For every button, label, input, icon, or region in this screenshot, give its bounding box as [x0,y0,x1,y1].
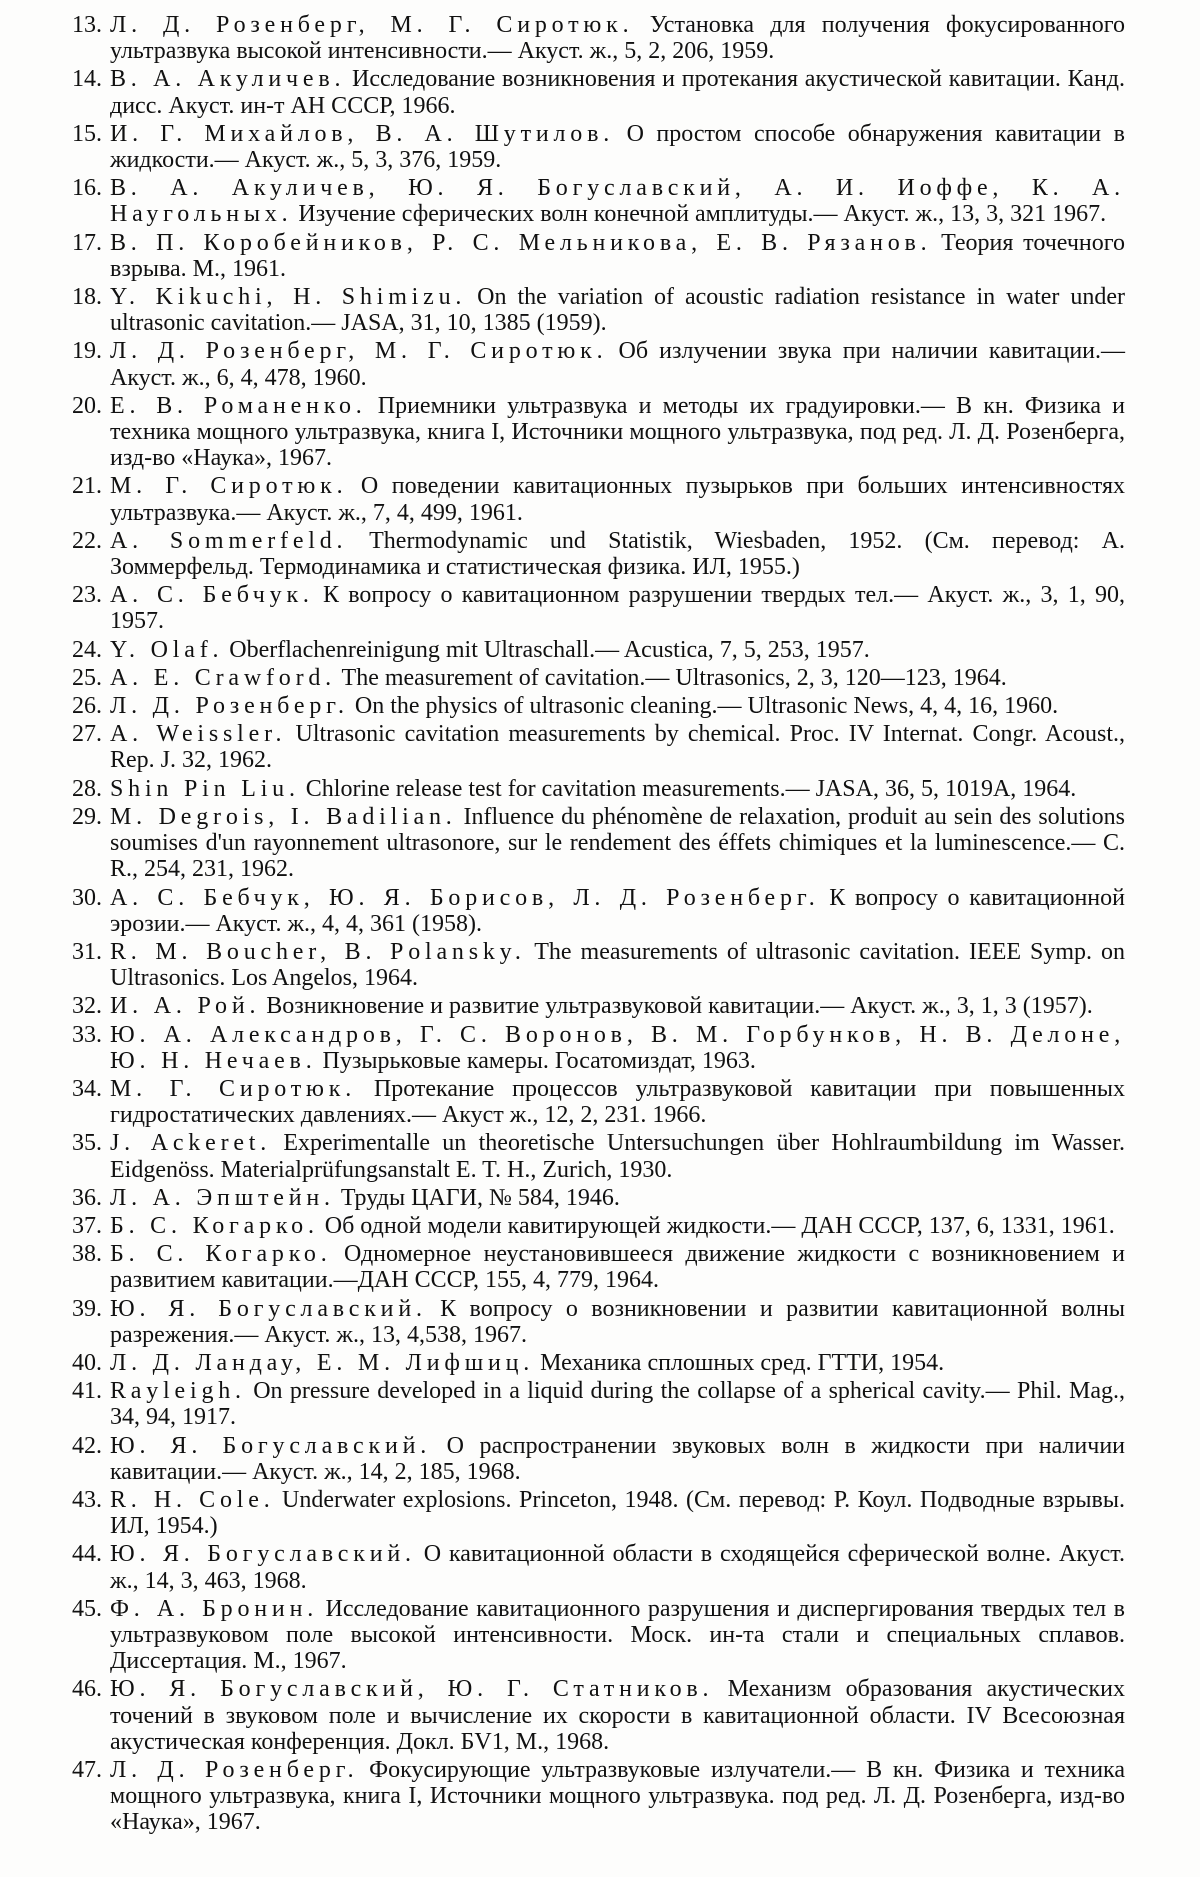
reference-body: Oberflachenreinigung mit Ultraschall.— Acustica, 7, 5, 253, 1957. [223,636,870,663]
reference-body: Протекание процессов ультразвуковой кавитации при повышенных гидростатических давлениях.— Акуст ж., 12, 2, 231. 1966. [110,1075,1126,1129]
reference-item [52,12,1125,64]
reference-item [52,1487,1125,1539]
reference-body: The measurements of ultrasonic cavitation. IEEE Symp. on Ultrasonics. Los Angelos, 1964. [110,938,1126,992]
reference-number: 18. [72,284,102,311]
reference-number: 25. [72,664,102,691]
reference-text [110,1378,1125,1430]
reference-number: 21. [72,473,102,500]
reference-item [52,1350,1125,1376]
reference-text [110,776,1125,802]
reference-body: К вопросу о возникновении и развитии кавитационной волны разрежения.— Акуст. ж., 13, 4,538, 1967. [110,1295,1125,1348]
reference-item [52,230,1125,282]
reference-body: К вопросу о кавитационной эрозии.— Акуст. ж., 4, 4, 361 (1958). [110,884,1125,937]
reference-number: 35. [72,1130,102,1157]
reference-item [52,1541,1125,1593]
reference-number: 29. [72,803,102,830]
reference-text [110,1130,1125,1182]
reference-number: 14. [72,66,102,93]
reference-item [52,393,1125,472]
reference-number: 13. [72,12,102,38]
reference-text [110,693,1125,719]
reference-body: Chlorine release test for cavitation measurements.— JASA, 36, 5, 1019A, 1964. [299,775,1077,802]
reference-item [52,665,1125,691]
reference-authors: Ю. Я. Богуславский. [110,1541,416,1568]
reference-text [110,338,1125,390]
reference-item [52,1676,1125,1755]
reference-authors: И. Г. Михайлов, В. А. Шутилов. [110,120,615,147]
reference-body: Изучение сферических волн конечной амплитуды.— Акуст. ж., 13, 3, 321 1967. [292,201,1107,228]
reference-item [52,1433,1125,1485]
reference-authors: J. Ackeret. [110,1130,272,1157]
reference-number: 26. [72,693,102,720]
reference-authors: M. Degrois, I. Badilian. [110,803,457,830]
reference-number: 24. [72,636,102,663]
reference-item [52,885,1125,937]
reference-body: Механика сплошных сред. ГТТИ, 1954. [534,1349,945,1376]
reference-authors: Rayleigh. [110,1378,246,1405]
reference-item [52,1378,1125,1430]
reference-authors: A. Sommerfeld. [110,527,348,554]
reference-body: О поведении кавитационных пузырьков при больших интенсивностях ультразвука.— Акуст. ж., 7, 4, 499, 1961. [110,473,1125,526]
reference-authors: Ю. Я. Богуславский, Ю. Г. Статников. [110,1676,714,1703]
reference-item [52,804,1125,883]
reference-text [110,1596,1125,1675]
reference-number: 47. [72,1757,102,1783]
reference-authors: A. Weissler. [110,721,287,748]
reference-authors: Л. Д. Ландау, Е. М. Лифшиц. [110,1349,535,1376]
reference-body: Приемники ультразвука и методы их градуировки.— В кн. Физика и техника мощного ультразвука, книга I, Источники мощного ультразвука, под ред. Л. Д. Розенберга, изд-во «Наука», 1967. [110,392,1126,472]
reference-body: Об излучении звука при наличии кавитации.— Акуст. ж., 6, 4, 478, 1960. [110,338,1126,391]
reference-number: 46. [72,1676,102,1703]
reference-text [110,1433,1125,1485]
reference-number: 27. [72,721,102,748]
reference-item [52,721,1125,773]
reference-authors: Л. Д. Розенберг. [110,1757,359,1783]
reference-authors: Е. В. Романенко. [110,392,367,419]
reference-authors: А. С. Бебчук. [110,582,314,609]
reference-item [52,1185,1125,1211]
reference-number: 23. [72,582,102,609]
reference-item [52,582,1125,634]
reference-list [52,12,1125,1838]
reference-body: Underwater explosions. Princeton, 1948. (См. перевод: Р. Коул. Подводные взрывы. ИЛ, 1954.) [110,1486,1125,1540]
reference-item [52,776,1125,802]
reference-authors: В. А. Акуличев, Ю. Я. Богуславский, А. И. Иоффе, К. А. Наугольных. [110,175,1125,228]
reference-authors: Ю. А. Александров, Г. С. Воронов, В. М. Горбунков, Н. В. Делоне, Ю. Н. Нечаев. [110,1021,1125,1074]
reference-authors: A. E. Crawford. [110,664,336,691]
reference-text [110,665,1125,691]
reference-item [52,175,1125,227]
reference-number: 37. [72,1212,102,1239]
reference-authors: Ю. Я. Богуславский. [110,1432,432,1459]
reference-number: 42. [72,1432,102,1459]
reference-item [52,1241,1125,1293]
reference-authors: Л. Д. Розенберг, М. Г. Сиротюк. [110,338,608,365]
reference-body: Исследование возникновения и протекания акустической кавитации. Канд. дисс. Акуст. ин-т АН СССР, 1966. [110,66,1126,119]
reference-number: 15. [72,120,102,147]
reference-body: On the variation of acoustic radiation resistance in water under ultrasonic cavitation.— JASA, 31, 10, 1385 (1959). [110,284,1125,337]
reference-text [110,885,1125,937]
reference-item [52,693,1125,719]
reference-number: 38. [72,1241,102,1268]
reference-number: 34. [72,1075,102,1102]
reference-item [52,338,1125,390]
reference-text [110,1541,1125,1593]
reference-body: О распространении звуковых волн в жидкости при наличии кавитации.— Акуст. ж., 14, 2, 185, 1968. [110,1432,1126,1485]
reference-authors: Ф. А. Бронин. [110,1595,319,1622]
reference-text [110,939,1125,991]
reference-number: 20. [72,392,102,419]
reference-text [110,993,1125,1019]
reference-item [52,939,1125,991]
reference-number: 30. [72,884,102,911]
reference-text [110,473,1125,525]
reference-item [52,1596,1125,1675]
reference-item [52,473,1125,525]
reference-authors: М. Г. Сиротюк. [110,1075,357,1102]
reference-body: Механизм образования акустических точений в звуковом поле и вычисление их скорости в кавитационной области. IV Всесоюзная акустическая конференция. Докл. БV1, М., 1968. [110,1676,1125,1755]
reference-text [110,528,1125,580]
reference-text [110,12,1125,64]
reference-body: О кавитационной области в сходящейся сферической волне. Акуст. ж., 14, 3, 463, 1968. [110,1541,1125,1594]
reference-item [52,1076,1125,1128]
reference-item [52,993,1125,1019]
reference-number: 28. [72,775,102,802]
reference-text [110,1676,1125,1755]
reference-number: 22. [72,527,102,554]
reference-authors: Б. С. Когарко. [110,1212,319,1239]
reference-number: 41. [72,1378,102,1405]
reference-body: Одномерное неустановившееся движение жидкости с возникновением и развитием кавитации.—ДАН СССР, 155, 4, 779, 1964. [110,1241,1125,1294]
reference-text [110,230,1125,282]
reference-text [110,1487,1125,1539]
reference-text [110,393,1125,472]
reference-item [52,1130,1125,1182]
reference-authors: Ю. Я. Богуславский. [110,1295,427,1322]
reference-item [52,1757,1125,1836]
reference-item [52,284,1125,336]
reference-authors: Shin Pin Liu. [110,775,300,802]
reference-authors: Б. С. Когарко. [110,1241,332,1268]
reference-text [110,175,1125,227]
reference-number: 33. [72,1021,102,1048]
reference-text [110,1241,1125,1293]
reference-authors: В. А. Акуличев. [110,66,346,93]
reference-authors: Л. Д. Розенберг. [110,693,349,720]
reference-text [110,1213,1125,1239]
reference-number: 19. [72,338,102,365]
reference-number: 45. [72,1595,102,1622]
reference-text [110,1185,1125,1211]
reference-authors: А. С. Бебчук, Ю. Я. Борисов, Л. Д. Розенберг. [110,884,820,911]
reference-authors: Y. Olaf. [110,636,224,663]
reference-text [110,121,1125,173]
reference-authors: М. Г. Сиротюк. [110,473,348,500]
reference-item [52,1022,1125,1074]
reference-text [110,1757,1125,1836]
reference-body: К вопросу о кавитационном разрушении твердых тел.— Акуст. ж., 3, 1, 90, 1957. [110,582,1126,635]
reference-body: О простом способе обнаружения кавитации в жидкости.— Акуст. ж., 5, 3, 376, 1959. [110,120,1125,174]
reference-item [52,528,1125,580]
reference-item [52,121,1125,173]
reference-number: 36. [72,1184,102,1211]
reference-authors: Л. А. Эпштейн. [110,1184,335,1211]
reference-body: The measurement of cavitation.— Ultrasonics, 2, 3, 120—123, 1964. [335,664,1007,691]
reference-number: 16. [72,175,102,202]
reference-body: Труды ЦАГИ, № 584, 1946. [334,1184,620,1211]
reference-number: 17. [72,229,102,256]
reference-body: On pressure developed in a liquid during the collapse of a spherical cavity.— Phil. Mag., 34, 94, 1917. [110,1378,1125,1431]
reference-number: 44. [72,1541,102,1568]
reference-body: Influence du phénomène de relaxation, produit au sein des solutions soumises d'un rayonnement ultrasonore, sur le rendement des éffets chimiques et la luminescence.— C. R., 254, 231, 1962. [110,803,1125,883]
reference-body: Experimentalle un theoretische Untersuchungen über Hohlraumbildung im Wasser. Eidgenöss. Materialprüfungsanstalt E. T. H., Zurich, 1930. [110,1130,1125,1183]
reference-body: Ultrasonic cavitation measurements by chemical. Proc. IV Internat. Congr. Acoust., Rep. J. 32, 1962. [110,721,1126,774]
reference-authors: R. H. Cole. [110,1486,275,1513]
reference-number: 32. [72,993,102,1020]
reference-body: Пузырьковые камеры. Госатомиздат, 1963. [316,1047,756,1074]
reference-number: 31. [72,938,102,965]
reference-item [52,1296,1125,1348]
reference-body: Теория точечного взрыва. М., 1961. [110,229,1125,282]
reference-text [110,66,1125,118]
reference-text [110,1296,1125,1348]
reference-body: On the physics of ultrasonic cleaning.— Ultrasonic News, 4, 4, 16, 1960. [348,693,1059,720]
reference-text [110,1076,1125,1128]
reference-text [110,637,1125,663]
reference-body: Возникновение и развитие ультразвуковой кавитации.— Акуст. ж., 3, 1, 3 (1957). [260,993,1093,1020]
reference-authors: Y. Kikuchi, H. Shimizu. [110,284,467,311]
reference-text [110,1022,1125,1074]
reference-number: 40. [72,1349,102,1376]
reference-authors: И. А. Рой. [110,993,261,1020]
reference-text [110,804,1125,883]
reference-body: Thermodynamic und Statistik, Wiesbaden, 1952. (См. перевод: А. Зоммерфельд. Термодинамика и статистическая физика. ИЛ, 1955.) [110,527,1125,581]
reference-body: Установка для получения фокусированного ультразвука высокой интенсивности.— Акуст. ж., 5, 2, 206, 1959. [110,12,1126,65]
reference-body: Фокусирующие ультразвуковые излучатели.— В кн. Физика и техника мощного ультразвука, книга I, Источники мощного ультразвука. под ред. Л. Д. Розенберга, изд-во «Наука», 1967. [110,1757,1125,1836]
reference-item [52,637,1125,663]
reference-number: 39. [72,1295,102,1322]
reference-text [110,1350,1125,1376]
reference-body: Исследование кавитационного разрушения и диспергирования твердых тел в ультразвуковом поле высокой интенсивности. Моск. ин-та стали и специальных сплавов. Диссертация. М., 1967. [110,1595,1125,1675]
reference-body: Об одной модели кавитирующей жидкости.— ДАН СССР, 137, 6, 1331, 1961. [318,1212,1115,1239]
reference-text [110,582,1125,634]
reference-authors: Л. Д. Розенберг, М. Г. Сиротюк. [110,12,634,38]
reference-text [110,284,1125,336]
reference-authors: В. П. Коробейников, Р. С. Мельникова, Е. В. Рязанов. [110,229,932,256]
reference-item [52,66,1125,118]
reference-authors: R. M. Boucher, B. Polansky. [110,938,526,965]
reference-text [110,721,1125,773]
reference-item [52,1213,1125,1239]
reference-number: 43. [72,1486,102,1513]
